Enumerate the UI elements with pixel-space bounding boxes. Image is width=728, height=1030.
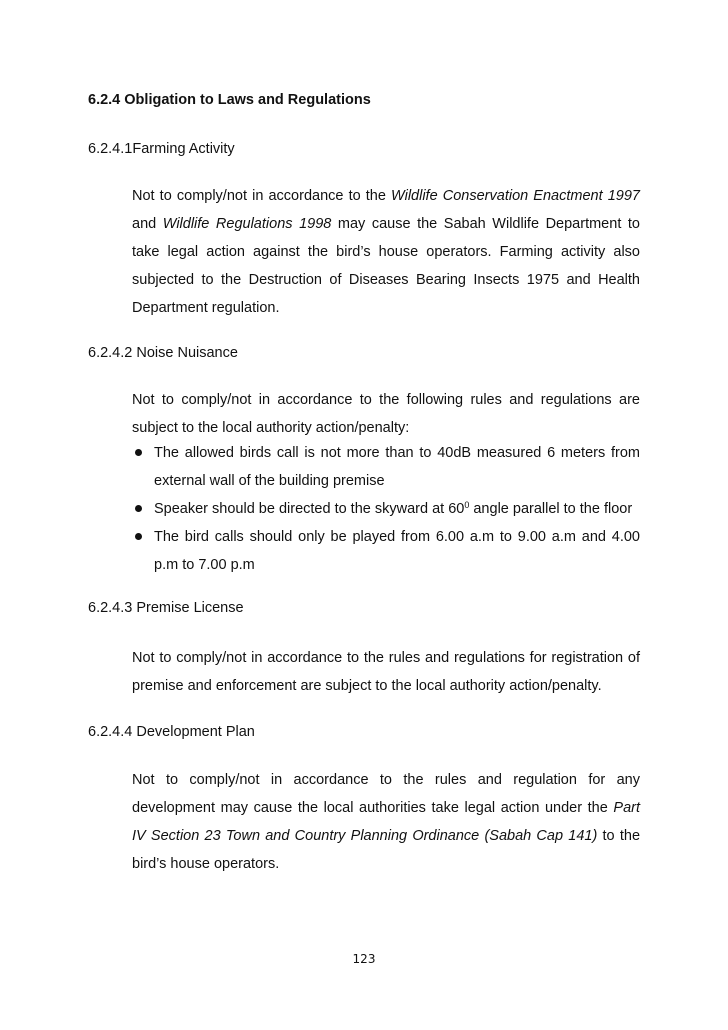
premise-license-paragraph: [132, 644, 640, 700]
text-line: Not to comply/not in accordance to the following rules and regulations are: [132, 392, 640, 408]
noise-rules-list: [132, 439, 640, 579]
section-heading: 6.2.4 Obligation to Laws and Regulations: [88, 92, 371, 108]
text-line: Not to comply/not in accordance to the rules and regulation for any: [132, 772, 640, 788]
text-line: premise and enforcement are subject to the local authority action/penalty.: [132, 678, 602, 694]
text-line: subjected to the Destruction of Diseases Bearing Insects 1975 and Health: [132, 272, 640, 288]
list-item: [132, 495, 640, 523]
bullet-icon: [135, 505, 142, 512]
text-line: Not to comply/not in accordance to the rules and regulations for registration of: [132, 650, 640, 666]
text-line: Not to comply/not in accordance to the Wildlife Conservation Enactment 1997: [132, 188, 640, 204]
text-line: IV Section 23 Town and Country Planning Ordinance (Sabah Cap 141) to the: [132, 828, 641, 844]
subsection-heading-development-plan: 6.2.4.4 Development Plan: [88, 724, 255, 740]
text-line: external wall of the building premise: [154, 473, 385, 489]
list-item: [132, 523, 640, 579]
text-line: The bird calls should only be played from 6.00 a.m to 9.00 a.m and 4.00: [154, 529, 640, 545]
text-line: The allowed birds call is not more than to 40dB measured 6 meters from: [154, 445, 640, 461]
bullet-icon: [135, 533, 142, 540]
text-line: Department regulation.: [132, 300, 280, 316]
text-line: take legal action against the bird’s house operators. Farming activity also: [132, 244, 640, 260]
text-line: bird’s house operators.: [132, 856, 280, 872]
text-line: subject to the local authority action/penalty:: [132, 420, 410, 436]
text-line: and Wildlife Regulations 1998 may cause the Sabah Wildlife Department to: [132, 216, 640, 232]
farming-activity-paragraph: [132, 182, 640, 322]
subsection-heading-noise-nuisance: 6.2.4.2 Noise Nuisance: [88, 345, 238, 361]
subsection-heading-premise-license: 6.2.4.3 Premise License: [88, 600, 244, 616]
page-number: 123: [352, 952, 376, 966]
subsection-heading-farming-activity: 6.2.4.1Farming Activity: [88, 141, 235, 157]
noise-nuisance-paragraph: [132, 386, 640, 442]
text-line: development may cause the local authorities take legal action under the Part: [132, 800, 640, 816]
text-line: Speaker should be directed to the skyward at $60^0$ angle parallel to the floor: [154, 500, 633, 517]
text-line: p.m to 7.00 p.m: [154, 557, 255, 573]
list-item: [132, 439, 640, 495]
development-plan-paragraph: [132, 766, 640, 878]
bullet-icon: [135, 449, 142, 456]
